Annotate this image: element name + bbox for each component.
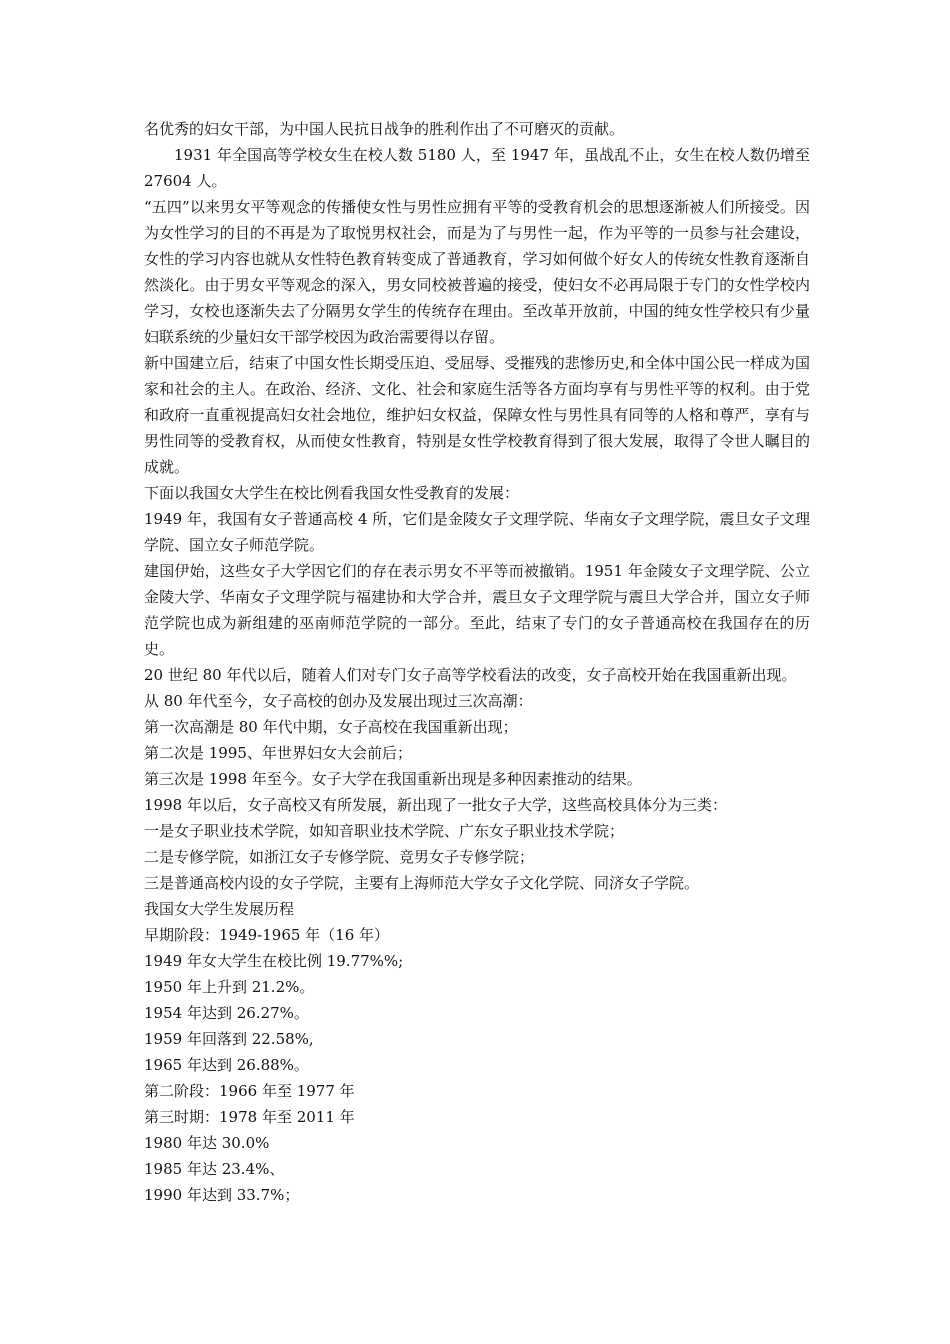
paragraph: 1980 年达 30.0% — [144, 1134, 270, 1152]
paragraph: 第三时期：1978 年至 2011 年 — [144, 1108, 355, 1126]
paragraph: 第二阶段：1966 年至 1977 年 — [144, 1082, 355, 1100]
paragraph: 下面以我国女大学生在校比例看我国女性受教育的发展： — [144, 484, 520, 502]
paragraph: 新中国建立后，结束了中国女性长期受压迫、受屈辱、受摧残的悲惨历史,和全体中国公民一样成为国家和社会的主人。在政治、经济、文化、社会和家庭生活等各方面均享有与男性平等的权利。由于党和政府一直重视提高妇女社会地位，维护妇女权益，保障女性与男性具有同等的人格和尊严，享有与男性同等的受教育权，从而使女性教育，特别是女性学校教育得到了很大发展，取得了令世人瞩目的成就。 — [144, 354, 810, 476]
paragraph: 1965 年达到 26.88%。 — [144, 1056, 309, 1074]
paragraph: 20 世纪 80 年代以后，随着人们对专门女子高等学校看法的改变，女子高校开始在我国重新出现。 — [144, 666, 797, 684]
paragraph: 1931 年全国高等学校女生在校人数 5180 人，至 1947 年，虽战乱不止，女生在校人数仍增至 27604 人。 — [144, 146, 810, 190]
paragraph: 建国伊始，这些女子大学因它们的存在表示男女不平等而被撤销。1951 年金陵女子文理学院、公立金陵大学、华南女子文理学院与福建协和大学合并，震旦女子文理学院与震旦大学合并，国立女子师范学院也成为新组建的巫南师范学院的一部分。至此，结束了专门的女子普通高校在我国存在的历史。 — [144, 562, 810, 658]
paragraph: 1949 年，我国有女子普通高校 4 所，它们是金陵女子文理学院、华南女子文理学院，震旦女子文理学院、国立女子师范学院。 — [144, 510, 810, 554]
paragraph: “五四”以来男女平等观念的传播使女性与男性应拥有平等的受教育机会的思想逐渐被人们所接受。因为女性学习的目的不再是为了取悦男权社会，而是为了与男性一起，作为平等的一员参与社会建设，女性的学习内容也就从女性特色教育转变成了普通教育，学习如何做个好女人的传统女性教育逐渐自然淡化。由于男女平等观念的深入，男女同校被普遍的接受，使妇女不必再局限于专门的女性学校内学习，女校也逐渐失去了分隔男女学生的传统存在理由。至改革开放前，中国的纯女性学校只有少量妇联系统的少量妇女干部学校因为政治需要得以存留。 — [144, 198, 810, 346]
paragraph: 一是女子职业技术学院，如知音职业技术学院、广东女子职业技术学院； — [144, 822, 625, 840]
paragraph: 第三次是 1998 年至今。女子大学在我国重新出现是多种因素推动的结果。 — [144, 770, 642, 788]
paragraph: 1998 年以后，女子高校又有所发展，新出现了一批女子大学，这些高校具体分为三类： — [144, 796, 727, 814]
section-heading: 我国女大学生发展历程 — [144, 900, 295, 918]
paragraph: 第一次高潮是 80 年代中期，女子高校在我国重新出现； — [144, 718, 518, 736]
paragraph: 1990 年达到 33.7%； — [144, 1186, 300, 1204]
paragraph: 早期阶段：1949-1965 年（16 年） — [144, 926, 390, 944]
paragraph: 1985 年达 23.4%、 — [144, 1160, 285, 1178]
paragraph: 从 80 年代至今，女子高校的创办及发展出现过三次高潮： — [144, 692, 533, 710]
paragraph: 二是专修学院，如浙江女子专修学院、竞男女子专修学院； — [144, 848, 535, 866]
paragraph: 1950 年上升到 21.2%。 — [144, 978, 315, 996]
paragraph: 三是普通高校内设的女子学院，主要有上海师范大学女子文化学院、同济女子学院。 — [144, 874, 700, 892]
paragraph: 1954 年达到 26.27%。 — [144, 1004, 309, 1022]
document-body — [144, 116, 810, 1208]
paragraph: 1949 年女大学生在校比例 19.77%%; — [144, 952, 404, 970]
paragraph: 第二次是 1995、年世界妇女大会前后； — [144, 744, 412, 762]
paragraph: 名优秀的妇女干部，为中国人民抗日战争的胜利作出了不可磨灭的贡献。 — [144, 120, 625, 138]
paragraph: 1959 年回落到 22.58%, — [144, 1030, 314, 1048]
